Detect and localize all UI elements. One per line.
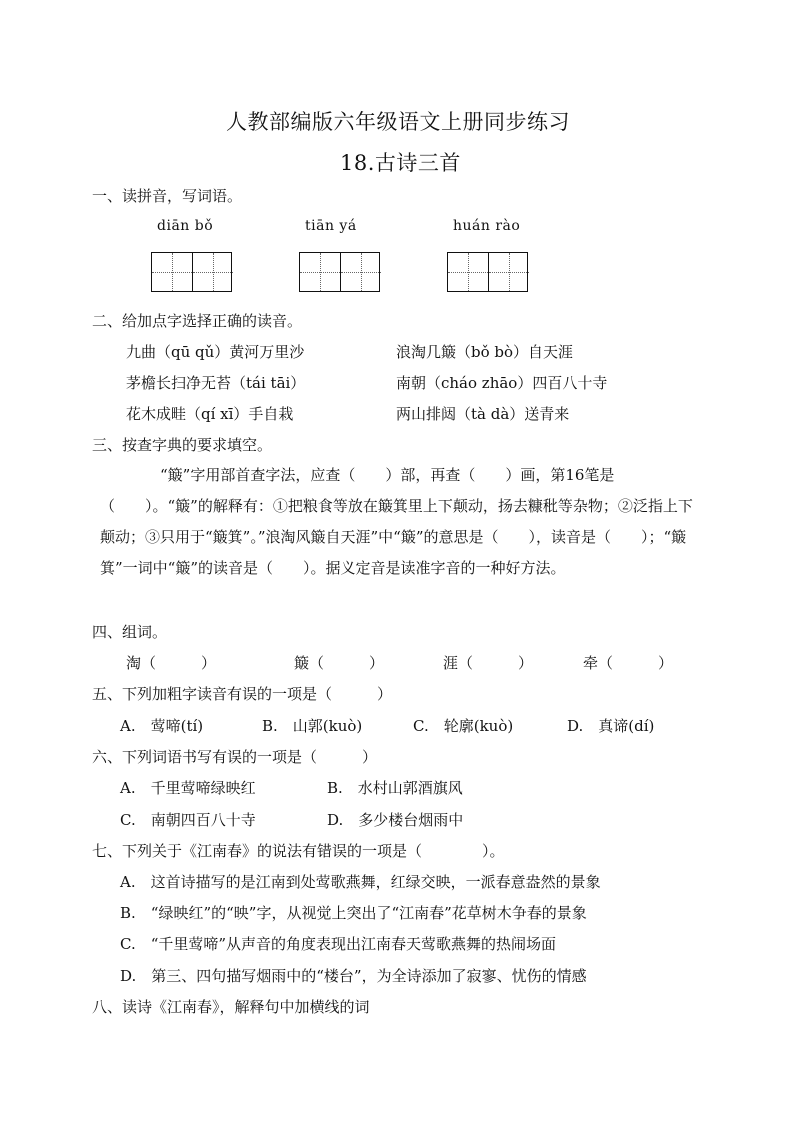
q5-heading: 五、下列加粗字读音有误的一项是（ ） (92, 685, 393, 703)
q4-item: 牵（ ） (583, 654, 674, 672)
q7-option: C. “千里莺啼”从声音的角度表现出江南春天莺歌燕舞的热闹场面 (120, 935, 557, 953)
q2-item: 两山排闼（tà dà）送青来 (396, 405, 570, 423)
q5-option: A. 莺啼(tí) (120, 717, 204, 735)
q3-heading: 三、按查字典的要求填空。 (92, 436, 273, 454)
q1-heading: 一、读拼音，写词语。 (92, 187, 243, 205)
q6-option: C. 南朝四百八十寺 (120, 811, 256, 829)
q8-heading: 八、读诗《江南春》，解释句中加横线的词 (92, 998, 370, 1016)
q5-option: D. 真谛(dí) (567, 717, 655, 735)
q4-item: 淘（ ） (126, 654, 217, 672)
q7-heading: 七、下列关于《江南春》的说法有错误的一项是（ ）。 (92, 842, 505, 860)
q6-option: A. 千里莺啼绿映红 (120, 779, 256, 797)
writing-grid-3[interactable] (447, 252, 528, 292)
q6-option: B. 水村山郭酒旗风 (327, 779, 463, 797)
q5-option: B. 山郭(kuò) (262, 717, 363, 735)
q2-item: 九曲（qū qǔ）黄河万里沙 (126, 343, 305, 361)
q2-item: 浪淘几簸（bǒ bò）自天涯 (396, 343, 574, 361)
q1-pinyin-1: diān bǒ (157, 218, 214, 234)
q4-heading: 四、组词。 (92, 623, 168, 641)
q1-pinyin-2: tiān yá (305, 218, 357, 234)
writing-grid-2[interactable] (299, 252, 380, 292)
q4-item: 簸（ ） (294, 654, 385, 672)
q7-option: A. 这首诗描写的是江南到处莺歌燕舞，红绿交映，一派春意盎然的景象 (120, 873, 601, 891)
q2-item: 花木成畦（qí xī）手自栽 (126, 405, 294, 423)
q4-item: 涯（ ） (443, 654, 534, 672)
q2-item: 茅檐长扫净无苔（tái tāi） (126, 374, 306, 392)
q6-heading: 六、下列词语书写有误的一项是（ ） (92, 748, 378, 766)
q3-paragraph: “簸”字用部首查字法，应查（ ）部，再查（ ）画，第16笔是（ ）。“簸”的解释有：①把粮食等放在簸箕里上下颠动，扬去糠秕等杂物；②泛指上下颠动；③只用于“簸箕”。”浪淘风簸自天涯”中“簸”的意思是（ ），读音是（ ）；“簸箕”一词中“簸”的读音是（ ）。据义定音是读准字音的一种好方法。 (100, 466, 693, 577)
writing-grid-1[interactable] (151, 252, 232, 292)
q7-option: B. “绿映红”的“映”字，从视觉上突出了“江南春”花草树木争春的景象 (120, 904, 587, 922)
q2-heading: 二、给加点字选择正确的读音。 (92, 312, 303, 330)
q1-pinyin-3: huán rào (453, 218, 521, 234)
q2-item: 南朝（cháo zhāo）四百八十寺 (396, 374, 608, 392)
q6-option: D. 多少楼台烟雨中 (327, 811, 464, 829)
q7-option: D. 第三、四句描写烟雨中的“楼台”，为全诗添加了寂寥、忧伤的情感 (120, 967, 587, 985)
page-subtitle: 18.古诗三首 (340, 151, 461, 175)
page-title: 人教部编版六年级语文上册同步练习 (226, 110, 570, 134)
q5-option: C. 轮廓(kuò) (413, 717, 514, 735)
